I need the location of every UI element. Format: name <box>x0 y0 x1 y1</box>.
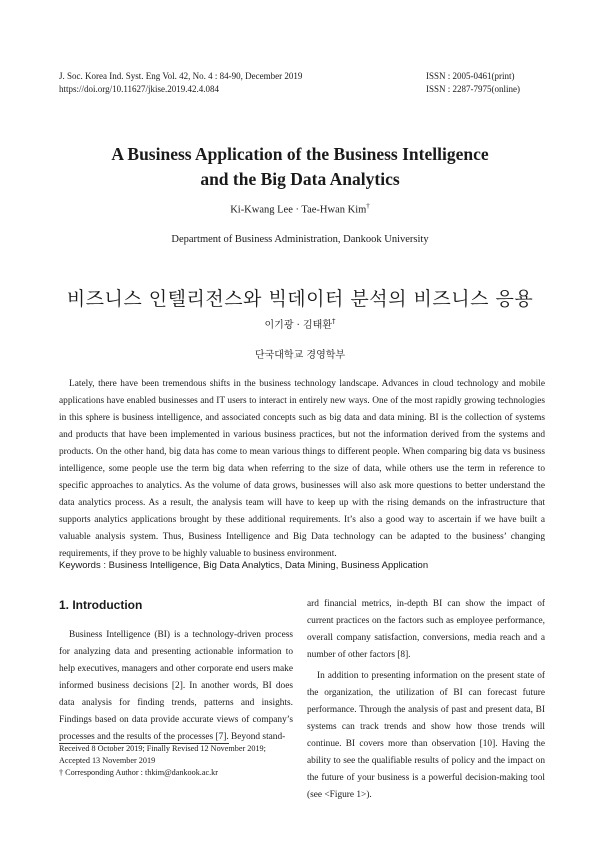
intro-paragraph-1b: ard financial metrics, in-depth BI can show the impact of current practices on the factors such as employee performance, overall company satisfaction, conversions, media reach and a number of other factors [8]. <box>307 599 545 660</box>
intro-paragraph-1a: Business Intelligence (BI) is a technology-driven process for analyzing data and presenting actionable information to help executives, managers and other corporate end users make informed business decisions [2]. In another words, BI does data analysis for finding trends, patterns and insights. Findings based on data provide accurate views of company’s processes and the results of the processes [7]. Beyond stand- <box>59 630 293 742</box>
korean-author-list <box>0 316 600 331</box>
author-names: Ki-Kwang Lee · Tae-Hwan Kim <box>230 204 367 216</box>
accepted-date: Accepted 13 November 2019 <box>59 756 156 765</box>
paper-title <box>0 142 600 192</box>
korean-author-names: 이기광 · 김태환 <box>264 320 332 331</box>
affiliation: Department of Business Administration, Dankook University <box>171 234 429 245</box>
keywords-label: Keywords : <box>59 560 109 571</box>
korean-affiliation: 단국대학교 경영학부 <box>254 350 346 361</box>
intro-paragraph-2: In addition to presenting information on the present state of the organization, the utilization of BI can forecast future performance. Through the analysis of past and present data, BI systems can track trends and show how those trends will continue. BI covers more than observation [10]. Having the ability to see the qualifiable results of policy and the impact on the future of your business is a powerful decision-making tool (see <Figure 1>). <box>307 671 545 800</box>
footnotes <box>59 743 299 779</box>
journal-citation: J. Soc. Korea Ind. Syst. Eng Vol. 42, No. 4 : 84-90, December 2019 <box>59 71 303 81</box>
paper-title-line1: A Business Application of the Business Intelligence <box>111 144 489 164</box>
left-column <box>59 627 293 746</box>
korean-title: 비즈니스 인텔리전스와 빅데이터 분석의 비즈니스 응용 <box>66 288 534 310</box>
doi-link[interactable]: https://doi.org/10.11627/jkise.2019.42.4.084 <box>59 84 220 94</box>
abstract: Lately, there have been tremendous shifts in the business technology landscape. Advances in cloud technology and mobile applications have enabled businesses and IT users to interact in entirely new ways. One of the most rapidly growing technologies in this sphere is business intelligence, and associated concepts such as big data and data mining. BI is the collection of systems and products that have been implemented in various business practices, but not the information derived from the systems and products. On the other hand, big data has come to mean various things to different people. When comparing big data vs business intelligence, some people use the term big data when referring to the size of data, while others use the term in reference to specific approaches to analytics. As the volume of data grows, businesses will also ask more questions to better understand the data analytics process. As a result, the analysis team will have to keep up with the rising demands on the infrastructure that supports analytics applications brought by these additional requirements. It’s also a good way to ascertain if we have built a valuable analysis system. Thus, Business Intelligence and Big Data technology can be adapted to the business’ changing requirements, if they prove to be highly valuable to business environment. <box>59 379 545 559</box>
journal-header <box>59 70 302 96</box>
keywords <box>59 560 559 571</box>
corresponding-mark: † <box>366 202 370 210</box>
issn-print: ISSN : 2005-0461(print) <box>426 71 515 81</box>
paper-title-line2: and the Big Data Analytics <box>200 169 400 189</box>
author-list <box>0 202 600 216</box>
right-column <box>307 596 545 804</box>
received-date: Received 8 October 2019; Finally Revised 12 November 2019; <box>59 744 266 753</box>
section-heading: 1. Introduction <box>59 598 143 612</box>
issn-online: ISSN : 2287-7975(online) <box>426 84 520 94</box>
korean-corresponding-mark: † <box>332 317 336 326</box>
issn-block <box>426 70 520 96</box>
corresponding-author: † Corresponding Author : thkim@dankook.ac.kr <box>59 768 218 777</box>
keywords-text: Business Intelligence, Big Data Analytics, Data Mining, Business Application <box>108 560 429 571</box>
